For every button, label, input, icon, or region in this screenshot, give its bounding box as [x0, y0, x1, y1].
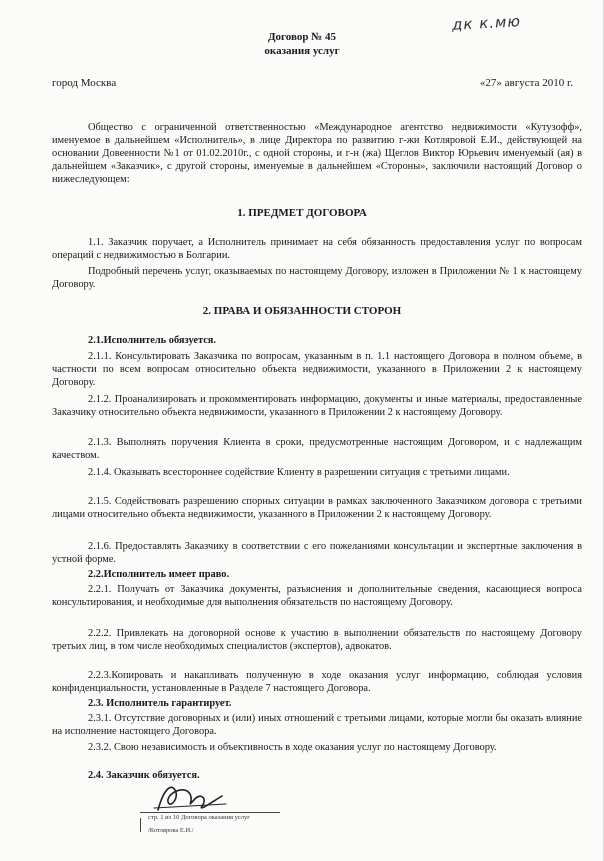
- paragraph-2-2-1: 2.2.1. Получать от Заказчика документы, разъяснения и дополнительные сведения, касающиеся вопроса консультирования, и необходимые для выполнения обязательств по настоящему Договору.: [52, 584, 582, 608]
- paragraph-2-2-2: 2.2.2. Привлекать на договорной основе к участию в выполнении обязательств по настоящему Договору третьих лиц, в том числе необходимых специалистов (экспертов), адвокатов.: [52, 628, 582, 652]
- paragraph-2-2-3: 2.2.3.Копировать и накапливать полученную в ходе оказания услуг информацию, соблюдая условия конфиденциальности, установленные в Разделе 7 настоящего Договора.: [52, 670, 582, 694]
- paragraph-2-1-2: 2.1.2. Проанализировать и прокомментировать информацию, документы и иные материалы, предоставленные Заказчику относительно объекта недвижимости, указанного в Приложении 2 к настоящему Договору.: [52, 394, 582, 418]
- contract-subtitle: оказания услуг: [264, 45, 340, 57]
- paragraph-2-1-1: 2.1.1. Консультировать Заказчика по вопросам, указанным в п. 1.1 настоящего Договора в полном объеме, в частности по всем вопросам относительно объекта недвижимости, указанного в Приложении 2 к настоящему Договору.: [52, 351, 582, 388]
- section-2-heading: 2. ПРАВА И ОБЯЗАННОСТИ СТОРОН: [202, 305, 402, 317]
- page-number-note: стр. 1 из 10 Договора оказания услуг: [148, 814, 250, 821]
- paragraph-2-3-1: 2.3.1. Отсутствие договорных и (или) иных отношений с третьими лицами, которые могли бы оказать влияние на исполнение настоящего Договора.: [52, 713, 582, 737]
- section-1-heading: 1. ПРЕДМЕТ ДОГОВОРА: [237, 207, 367, 219]
- paragraph-1-1-details: Подробный перечень услуг, оказываемых по настоящему Договору, изложен в Приложении № 1 к настоящему Договору.: [52, 266, 582, 290]
- paragraph-1-1: 1.1. Заказчик поручает, а Исполнитель принимает на себя обязанность предоставления услуг по вопросам операций с недвижимостью в Болгарии.: [52, 237, 582, 261]
- signature-line: [140, 812, 280, 813]
- contract-title: Договор № 45: [267, 31, 337, 43]
- subsection-2-4: 2.4. Заказчик обязуется.: [88, 770, 200, 781]
- subsection-2-3: 2.3. Исполнитель гарантирует.: [88, 698, 232, 709]
- signatory-name: /Котлярова Е.И./: [148, 827, 194, 834]
- paragraph-2-1-3: 2.1.3. Выполнять поручения Клиента в сроки, предусмотренные настоящим Договором, и с надлежащим качеством.: [52, 437, 582, 461]
- footer-bracket: [140, 818, 142, 832]
- paragraph-2-1-4: 2.1.4. Оказывать всестороннее содействие Клиенту в разрешении ситуация с третьими лицами.: [88, 467, 510, 478]
- paragraph-2-1-6: 2.1.6. Предоставлять Заказчику в соответствии с его пожеланиями консультации и экспертные заключения в устной форме.: [52, 541, 582, 565]
- contract-date: «27» августа 2010 г.: [479, 77, 573, 89]
- contract-city: город Москва: [52, 77, 117, 89]
- paragraph-2-1-5: 2.1.5. Содействовать разрешению спорных ситуации в рамках заключенного Заказчиком договора с третьими лицами относительно объекта недвижимости, указанного в Приложении 2 к настоящему Договору.: [52, 496, 582, 520]
- subsection-2-2: 2.2.Исполнитель имеет право.: [88, 569, 230, 580]
- intro-paragraph: Общество с ограниченной ответственностью «Международное агентство недвижимости «Кутузофф», именуемое в дальнейшем «Исполнитель», в лице Директора по развитию г-жи Котляровой Е.И., действующей на основании Довеенности №1 от 01.02.2010г., с одной стороны, и г-н (жа) Щеглов Виктор Юрьевич именуемый (ая) в дальнейшем «Заказчик», с другой стороны, именуемые в дальнейшем «Стороны», заключили настоящий Договор о нижеследующем:: [52, 122, 582, 185]
- subsection-2-1: 2.1.Исполнитель обязуется.: [88, 335, 217, 346]
- paragraph-2-3-2: 2.3.2. Свою независимость и объективность в ходе оказания услуг по настоящему Договору.: [88, 742, 497, 753]
- handwritten-note: дк к.мю: [451, 12, 522, 34]
